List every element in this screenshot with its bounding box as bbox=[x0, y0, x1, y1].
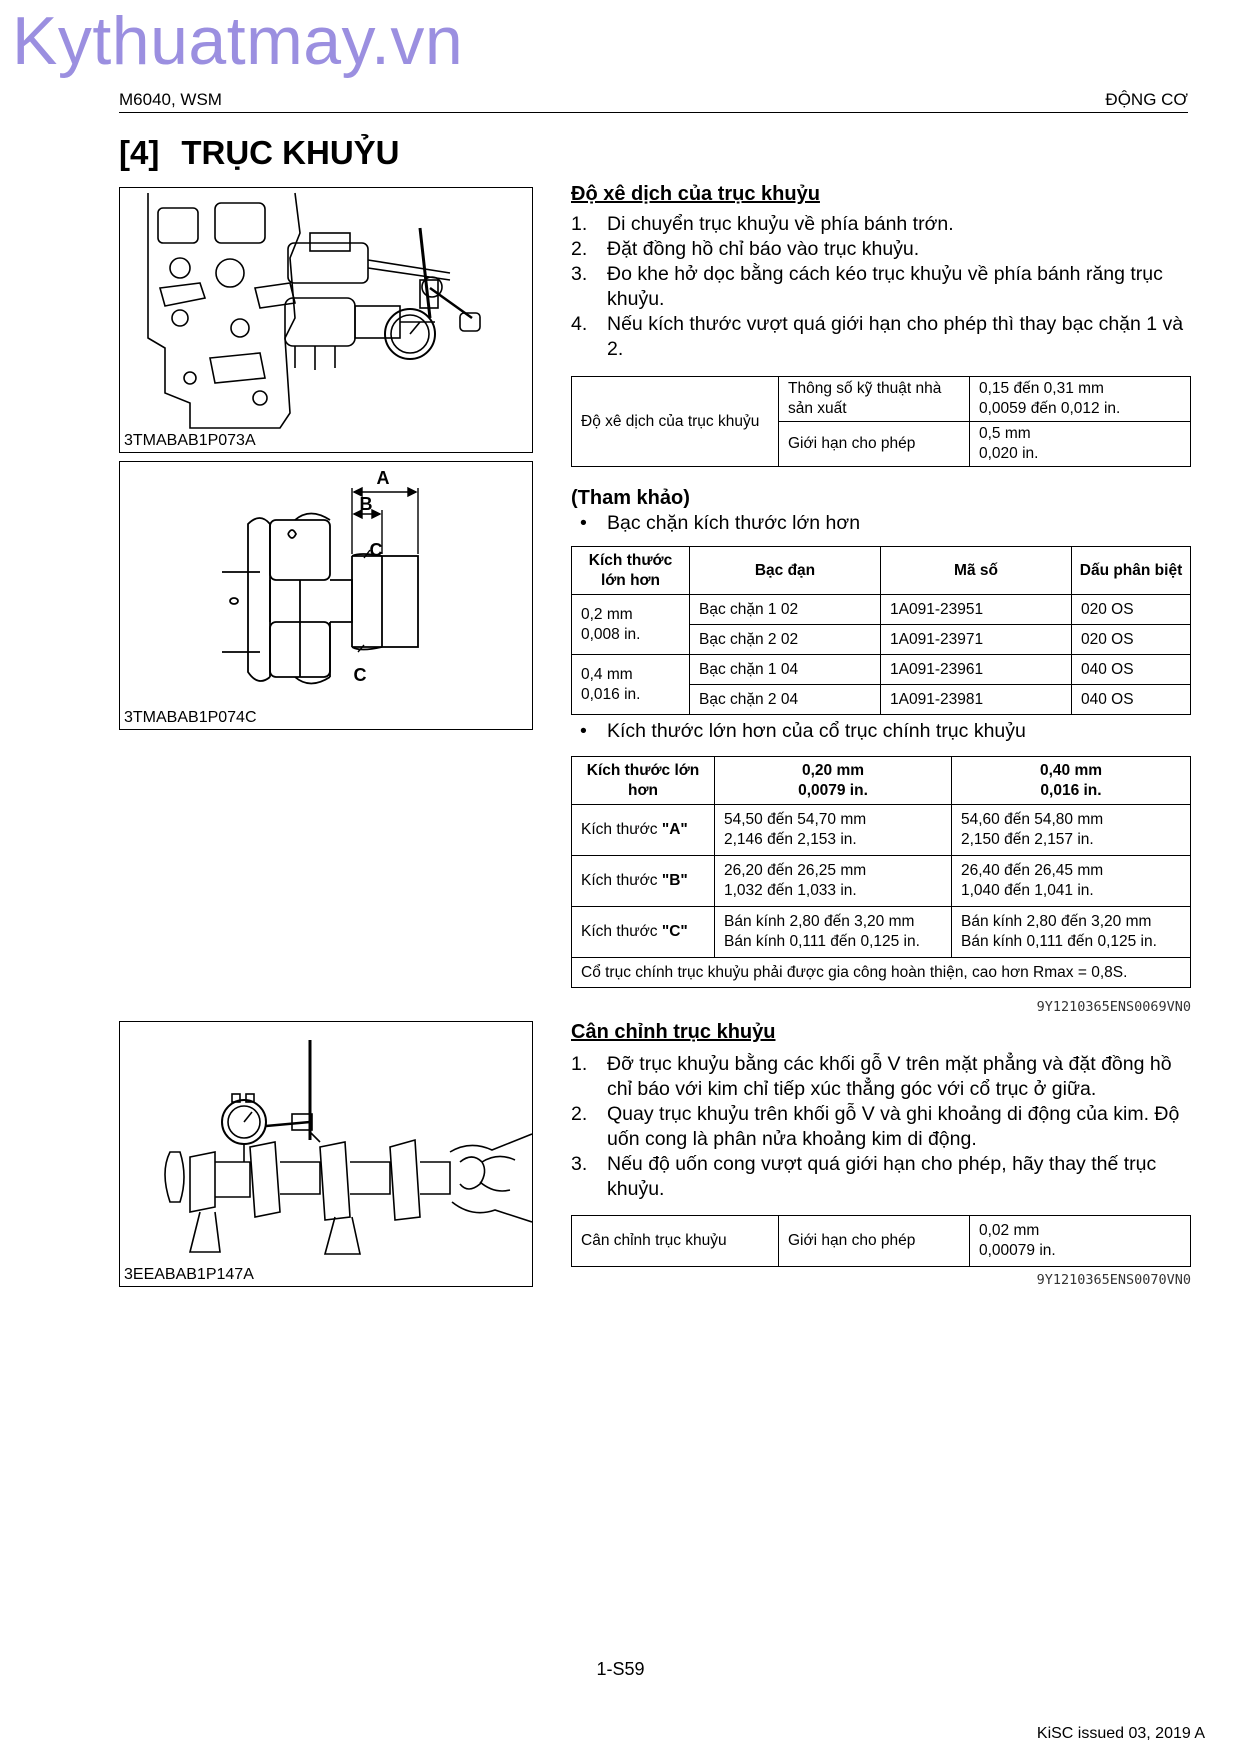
code-cell: 1A091-23961 bbox=[881, 655, 1072, 685]
title-text: TRỤC KHUỶU bbox=[181, 134, 400, 171]
step-text: Nếu độ uốn cong vượt quá giới hạn cho phép, hãy thay thế trục khuỷu. bbox=[607, 1153, 1157, 1200]
col-header: 0,20 mm 0,0079 in. bbox=[715, 757, 952, 805]
step-item bbox=[571, 1152, 1191, 1202]
step-text: Đo khe hở dọc bằng cách kéo trục khuỷu về phía bánh răng trục khuỷu. bbox=[607, 263, 1163, 310]
col-header: Mã số bbox=[881, 547, 1072, 595]
part-cell: Bạc chặn 2 04 bbox=[690, 685, 881, 715]
col-header: Kích thước lớn hơn bbox=[572, 547, 690, 595]
part-cell: Bạc chặn 2 02 bbox=[690, 625, 881, 655]
step-number: 2. bbox=[571, 1103, 588, 1125]
part-cell: Bạc chặn 1 04 bbox=[690, 655, 881, 685]
thrust-bearing-table bbox=[571, 546, 1191, 715]
dim-label: Kích thước "C" bbox=[572, 907, 715, 958]
doc-id: 9Y1210365ENS0070VN0 bbox=[1036, 1272, 1191, 1288]
endplay-spec-table bbox=[571, 376, 1191, 467]
alignment-spec-table bbox=[571, 1215, 1191, 1267]
step-number: 1. bbox=[571, 1053, 588, 1075]
dim-value: 54,50 đến 54,70 mm 2,146 đến 2,153 in. bbox=[715, 805, 952, 856]
figure-crankshaft-dimensions bbox=[119, 461, 533, 730]
col-header: Dấu phân biệt bbox=[1072, 547, 1191, 595]
crankshaft-v-block-illustration bbox=[120, 1022, 532, 1286]
issue-note: KiSC issued 03, 2019 A bbox=[1036, 1725, 1205, 1742]
spec-value: 0,02 mm 0,00079 in. bbox=[970, 1216, 1191, 1267]
size-cell: 0,4 mm 0,016 in. bbox=[572, 655, 690, 715]
dim-label: Kích thước "B" bbox=[572, 856, 715, 907]
dim-value: 26,20 đến 26,25 mm 1,032 đến 1,033 in. bbox=[715, 856, 952, 907]
step-item bbox=[571, 212, 1191, 237]
step-item bbox=[571, 1052, 1191, 1102]
code-cell: 1A091-23981 bbox=[881, 685, 1072, 715]
step-text: Đỡ trục khuỷu bằng các khối gỗ V trên mặt phẳng và đặt đồng hồ chỉ báo với kim chỉ tiếp xúc thẳng góc với cổ trục ở giữa. bbox=[607, 1053, 1172, 1100]
step-number: 4. bbox=[571, 313, 588, 335]
mark-cell: 040 OS bbox=[1072, 685, 1191, 715]
step-item bbox=[571, 262, 1191, 312]
step-number: 3. bbox=[571, 263, 588, 285]
journal-oversize-table bbox=[571, 756, 1191, 988]
steps-list bbox=[571, 1052, 1191, 1202]
title-number: [4] bbox=[119, 134, 160, 171]
spec-label: Thông số kỹ thuật nhà sản xuất bbox=[779, 377, 970, 422]
bullet-journal-oversize: • Kích thước lớn hơn của cổ trục chính trục khuỷu bbox=[580, 720, 1026, 742]
dim-value: Bán kính 2,80 đến 3,20 mm Bán kính 0,111 đến 0,125 in. bbox=[715, 907, 952, 958]
code-cell: 1A091-23951 bbox=[881, 595, 1072, 625]
dim-value: 54,60 đến 54,80 mm 2,150 đến 2,157 in. bbox=[952, 805, 1191, 856]
table-row bbox=[572, 856, 1191, 907]
size-cell: 0,2 mm 0,008 in. bbox=[572, 595, 690, 655]
label-c-bottom: C bbox=[353, 665, 367, 685]
page-title bbox=[119, 134, 400, 172]
table-row bbox=[572, 907, 1191, 958]
table-row bbox=[572, 595, 1191, 625]
code-cell: 1A091-23971 bbox=[881, 625, 1072, 655]
step-text: Quay trục khuỷu trên khối gỗ V và ghi khoảng di động của kim. Độ uốn cong là phân nửa khoảng kim di động. bbox=[607, 1103, 1180, 1150]
steps-list bbox=[571, 212, 1191, 362]
figure-caption: 3TMABAB1P073A bbox=[124, 432, 256, 449]
part-cell: Bạc chặn 1 02 bbox=[690, 595, 881, 625]
doc-id: 9Y1210365ENS0069VN0 bbox=[1036, 999, 1191, 1015]
label-a: A bbox=[376, 468, 390, 488]
mark-cell: 040 OS bbox=[1072, 655, 1191, 685]
col-header: 0,40 mm 0,016 in. bbox=[952, 757, 1191, 805]
dim-value: Bán kính 2,80 đến 3,20 mm Bán kính 0,111 đến 0,125 in. bbox=[952, 907, 1191, 958]
step-number: 3. bbox=[571, 1153, 588, 1175]
section-alignment bbox=[571, 1021, 1191, 1202]
section-endplay bbox=[571, 183, 1191, 362]
crankshaft-dimension-diagram bbox=[120, 462, 532, 729]
spec-item: Độ xê dịch của trục khuỷu bbox=[572, 377, 779, 467]
step-number: 1. bbox=[571, 213, 588, 235]
label-b: B bbox=[359, 494, 373, 514]
mark-cell: 020 OS bbox=[1072, 625, 1191, 655]
section-heading: Độ xê dịch của trục khuỷu bbox=[571, 183, 820, 205]
reference-title: (Tham khảo) bbox=[571, 487, 690, 509]
col-header: Kích thước lớn hơn bbox=[572, 757, 715, 805]
dim-label: Kích thước "A" bbox=[572, 805, 715, 856]
section-heading: Cân chỉnh trục khuỷu bbox=[571, 1021, 776, 1043]
engine-dial-gauge-illustration bbox=[120, 188, 532, 452]
header-section: ĐỘNG CƠ bbox=[1105, 90, 1188, 109]
spec-item: Cân chỉnh trục khuỷu bbox=[572, 1216, 779, 1267]
step-item bbox=[571, 237, 1191, 262]
label-c-top: C bbox=[369, 540, 383, 560]
table-row bbox=[572, 655, 1191, 685]
spec-value: 0,5 mm 0,020 in. bbox=[970, 422, 1191, 467]
col-header: Bạc đạn bbox=[690, 547, 881, 595]
spec-label: Giới hạn cho phép bbox=[779, 422, 970, 467]
table-row bbox=[572, 805, 1191, 856]
header-model: M6040, WSM bbox=[119, 90, 222, 109]
table-note: Cổ trục chính trục khuỷu phải được gia công hoàn thiện, cao hơn Rmax = 0,8S. bbox=[572, 958, 1191, 988]
step-item bbox=[571, 1102, 1191, 1152]
figure-caption: 3TMABAB1P074C bbox=[124, 709, 257, 726]
figure-caption: 3EEABAB1P147A bbox=[124, 1266, 254, 1283]
step-item bbox=[571, 312, 1191, 362]
dim-value: 26,40 đến 26,45 mm 1,040 đến 1,041 in. bbox=[952, 856, 1191, 907]
mark-cell: 020 OS bbox=[1072, 595, 1191, 625]
step-text: Nếu kích thước vượt quá giới hạn cho phép thì thay bạc chặn 1 và 2. bbox=[607, 313, 1184, 360]
watermark: Kythuatmay.vn bbox=[12, 3, 464, 79]
page-number: 1-S59 bbox=[596, 1659, 645, 1679]
step-text: Di chuyển trục khuỷu về phía bánh trớn. bbox=[607, 213, 954, 235]
step-text: Đặt đồng hồ chỉ báo vào trục khuỷu. bbox=[607, 238, 920, 260]
bullet-thrust-oversize: • Bạc chặn kích thước lớn hơn bbox=[580, 512, 861, 534]
step-number: 2. bbox=[571, 238, 588, 260]
spec-label: Giới hạn cho phép bbox=[779, 1216, 970, 1267]
figure-crankshaft-alignment bbox=[119, 1021, 533, 1287]
spec-value: 0,15 đến 0,31 mm 0,0059 đến 0,012 in. bbox=[970, 377, 1191, 422]
figure-endplay-measurement bbox=[119, 187, 533, 453]
header-rule bbox=[119, 112, 1188, 113]
